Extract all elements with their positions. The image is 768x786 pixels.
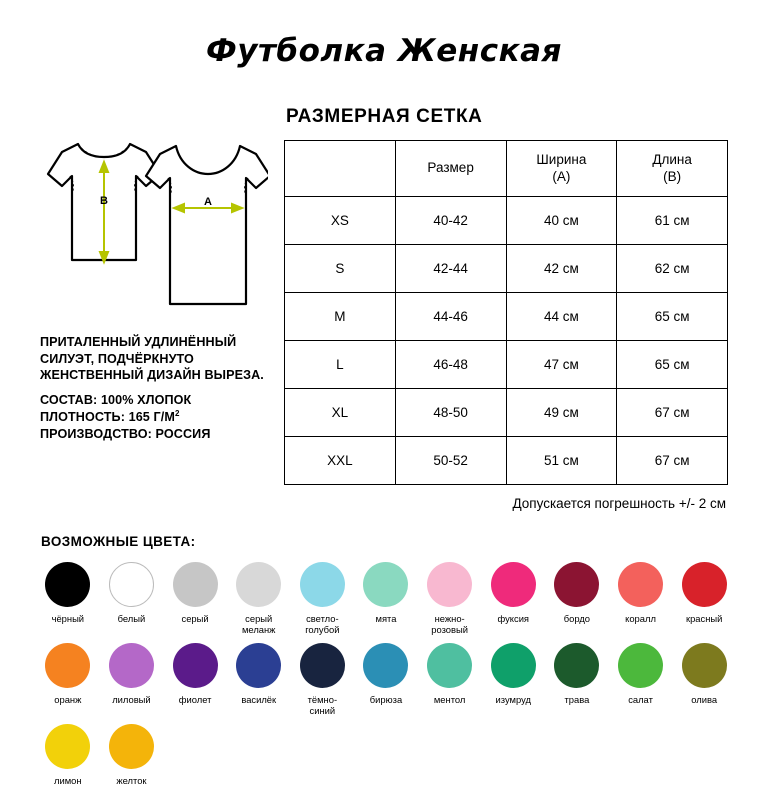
color-dot-icon xyxy=(173,643,218,688)
color-label: мята xyxy=(375,613,397,624)
color-swatch[interactable] xyxy=(354,643,418,716)
color-swatch[interactable] xyxy=(672,562,736,635)
header-length-line2: (В) xyxy=(663,168,682,184)
cell-length: 65 см xyxy=(617,341,728,389)
color-label: фиолет xyxy=(178,694,212,706)
color-label: салат xyxy=(628,694,653,706)
cell-size: XXL xyxy=(285,437,396,485)
color-dot-icon xyxy=(363,562,408,607)
color-swatch[interactable] xyxy=(418,643,482,716)
color-swatch[interactable] xyxy=(609,562,673,635)
header-width xyxy=(506,141,617,197)
width-label-a: А xyxy=(204,196,212,208)
color-label: изумруд xyxy=(495,694,531,706)
color-swatch[interactable] xyxy=(545,562,609,635)
color-label: коралл xyxy=(625,613,656,624)
header-size: Размер xyxy=(395,141,506,197)
cell-ru-size: 42-44 xyxy=(395,245,506,293)
size-table-section xyxy=(284,106,728,511)
cell-length: 67 см xyxy=(617,389,728,437)
color-label: красный xyxy=(685,613,723,624)
cell-length: 67 см xyxy=(617,437,728,485)
color-label: нежно- розовый xyxy=(431,613,468,636)
cell-ru-size: 46-48 xyxy=(395,341,506,389)
color-swatch[interactable] xyxy=(36,643,100,716)
color-label: василёк xyxy=(241,694,277,706)
tolerance-note: Допускается погрешность +/- 2 см xyxy=(512,496,726,511)
color-swatch[interactable] xyxy=(36,724,100,786)
color-label: бордо xyxy=(563,613,591,624)
color-dot-icon xyxy=(236,562,281,607)
size-table-heading: РАЗМЕРНАЯ СЕТКА xyxy=(286,106,483,127)
cell-ru-size: 50-52 xyxy=(395,437,506,485)
product-description xyxy=(40,334,268,443)
color-label: бирюза xyxy=(369,694,403,706)
color-label: серый xyxy=(181,613,209,624)
color-dot-icon xyxy=(363,643,408,688)
tshirt-diagram-svg xyxy=(40,130,268,320)
description-line-2: СИЛУЭТ, ПОДЧЁРКНУТО xyxy=(40,351,194,366)
color-swatch[interactable] xyxy=(100,562,164,635)
header-length xyxy=(617,141,728,197)
cell-size: XS xyxy=(285,197,396,245)
header-width-line2: (А) xyxy=(552,168,571,184)
color-dot-icon xyxy=(427,562,472,607)
cell-width: 42 см xyxy=(506,245,617,293)
color-label: серый меланж xyxy=(241,613,276,636)
description-line-1: ПРИТАЛЕННЫЙ УДЛИНЁННЫЙ xyxy=(40,335,237,349)
color-label: трава xyxy=(564,694,590,706)
cell-width: 51 см xyxy=(506,437,617,485)
cell-width: 49 см xyxy=(506,389,617,437)
color-swatch[interactable] xyxy=(100,643,164,716)
height-label-b: В xyxy=(100,195,108,207)
cell-length: 62 см xyxy=(617,245,728,293)
color-dot-icon xyxy=(618,643,663,688)
color-label: ментол xyxy=(433,694,466,706)
color-swatch[interactable] xyxy=(609,643,673,716)
color-dot-icon xyxy=(109,562,154,607)
header-width-line1: Ширина xyxy=(536,152,587,168)
color-swatch[interactable] xyxy=(354,562,418,635)
color-dot-icon xyxy=(554,643,599,688)
color-dot-icon xyxy=(618,562,663,607)
color-dot-icon xyxy=(300,562,345,607)
color-label: светло- голубой xyxy=(305,613,340,636)
color-label: белый xyxy=(117,613,146,624)
tshirt-diagram xyxy=(40,130,268,320)
color-dot-icon xyxy=(45,643,90,688)
color-label: оранж xyxy=(54,694,82,706)
table-row xyxy=(285,293,728,341)
header-length-line1: Длина xyxy=(652,152,692,168)
description-line-3: ЖЕНСТВЕННЫЙ ДИЗАЙН ВЫРЕЗА. xyxy=(40,368,264,383)
table-row xyxy=(285,197,728,245)
density-superscript: 2 xyxy=(174,408,180,418)
density-line xyxy=(40,409,268,426)
color-swatch[interactable] xyxy=(163,643,227,716)
cell-size: XL xyxy=(285,389,396,437)
color-dot-icon xyxy=(554,562,599,607)
color-dot-icon xyxy=(45,724,90,769)
color-swatch[interactable] xyxy=(672,643,736,716)
colors-heading: ВОЗМОЖНЫЕ ЦВЕТА: xyxy=(41,534,196,549)
color-swatch[interactable] xyxy=(291,643,355,716)
color-dot-icon xyxy=(300,643,345,688)
cell-ru-size: 48-50 xyxy=(395,389,506,437)
color-dot-icon xyxy=(109,643,154,688)
color-swatch[interactable] xyxy=(481,562,545,635)
page-title: Футболка Женская xyxy=(206,33,562,69)
cell-ru-size: 44-46 xyxy=(395,293,506,341)
table-row xyxy=(285,389,728,437)
color-label: олива xyxy=(691,694,718,706)
product-info-column xyxy=(40,130,268,443)
color-swatch[interactable] xyxy=(227,562,291,635)
color-swatch[interactable] xyxy=(545,643,609,716)
cell-width: 47 см xyxy=(506,341,617,389)
color-swatch[interactable] xyxy=(100,724,164,786)
size-table xyxy=(284,140,728,485)
color-swatch[interactable] xyxy=(36,562,100,635)
color-swatch[interactable] xyxy=(291,562,355,635)
color-label: тёмно- синий xyxy=(307,694,338,717)
color-dot-icon xyxy=(682,643,727,688)
color-dot-icon xyxy=(173,562,218,607)
color-swatch[interactable] xyxy=(227,643,291,716)
color-swatch[interactable] xyxy=(418,562,482,635)
composition-line: СОСТАВ: 100% ХЛОПОК xyxy=(40,393,192,408)
color-label: желток xyxy=(116,775,147,786)
header-blank xyxy=(285,141,396,197)
cell-length: 61 см xyxy=(617,197,728,245)
cell-ru-size: 40-42 xyxy=(395,197,506,245)
table-header-row xyxy=(285,141,728,197)
color-dot-icon xyxy=(109,724,154,769)
color-swatch[interactable] xyxy=(163,562,227,635)
density-text: ПЛОТНОСТЬ: 165 Г/М xyxy=(40,410,175,425)
cell-length: 65 см xyxy=(617,293,728,341)
color-label: чёрный xyxy=(51,613,85,624)
table-row xyxy=(285,437,728,485)
color-swatch-grid xyxy=(36,562,736,786)
color-dot-icon xyxy=(427,643,472,688)
production-line: ПРОИЗВОДСТВО: РОССИЯ xyxy=(40,426,211,441)
color-dot-icon xyxy=(45,562,90,607)
cell-size: S xyxy=(285,245,396,293)
table-row xyxy=(285,245,728,293)
color-dot-icon xyxy=(236,643,281,688)
color-label: лимон xyxy=(54,775,82,786)
cell-size: L xyxy=(285,341,396,389)
cell-width: 40 см xyxy=(506,197,617,245)
color-swatch[interactable] xyxy=(481,643,545,716)
color-dot-icon xyxy=(682,562,727,607)
color-dot-icon xyxy=(491,562,536,607)
table-row xyxy=(285,341,728,389)
color-label: лиловый xyxy=(112,694,151,706)
color-dot-icon xyxy=(491,643,536,688)
color-label: фуксия xyxy=(497,613,530,624)
cell-size: M xyxy=(285,293,396,341)
cell-width: 44 см xyxy=(506,293,617,341)
